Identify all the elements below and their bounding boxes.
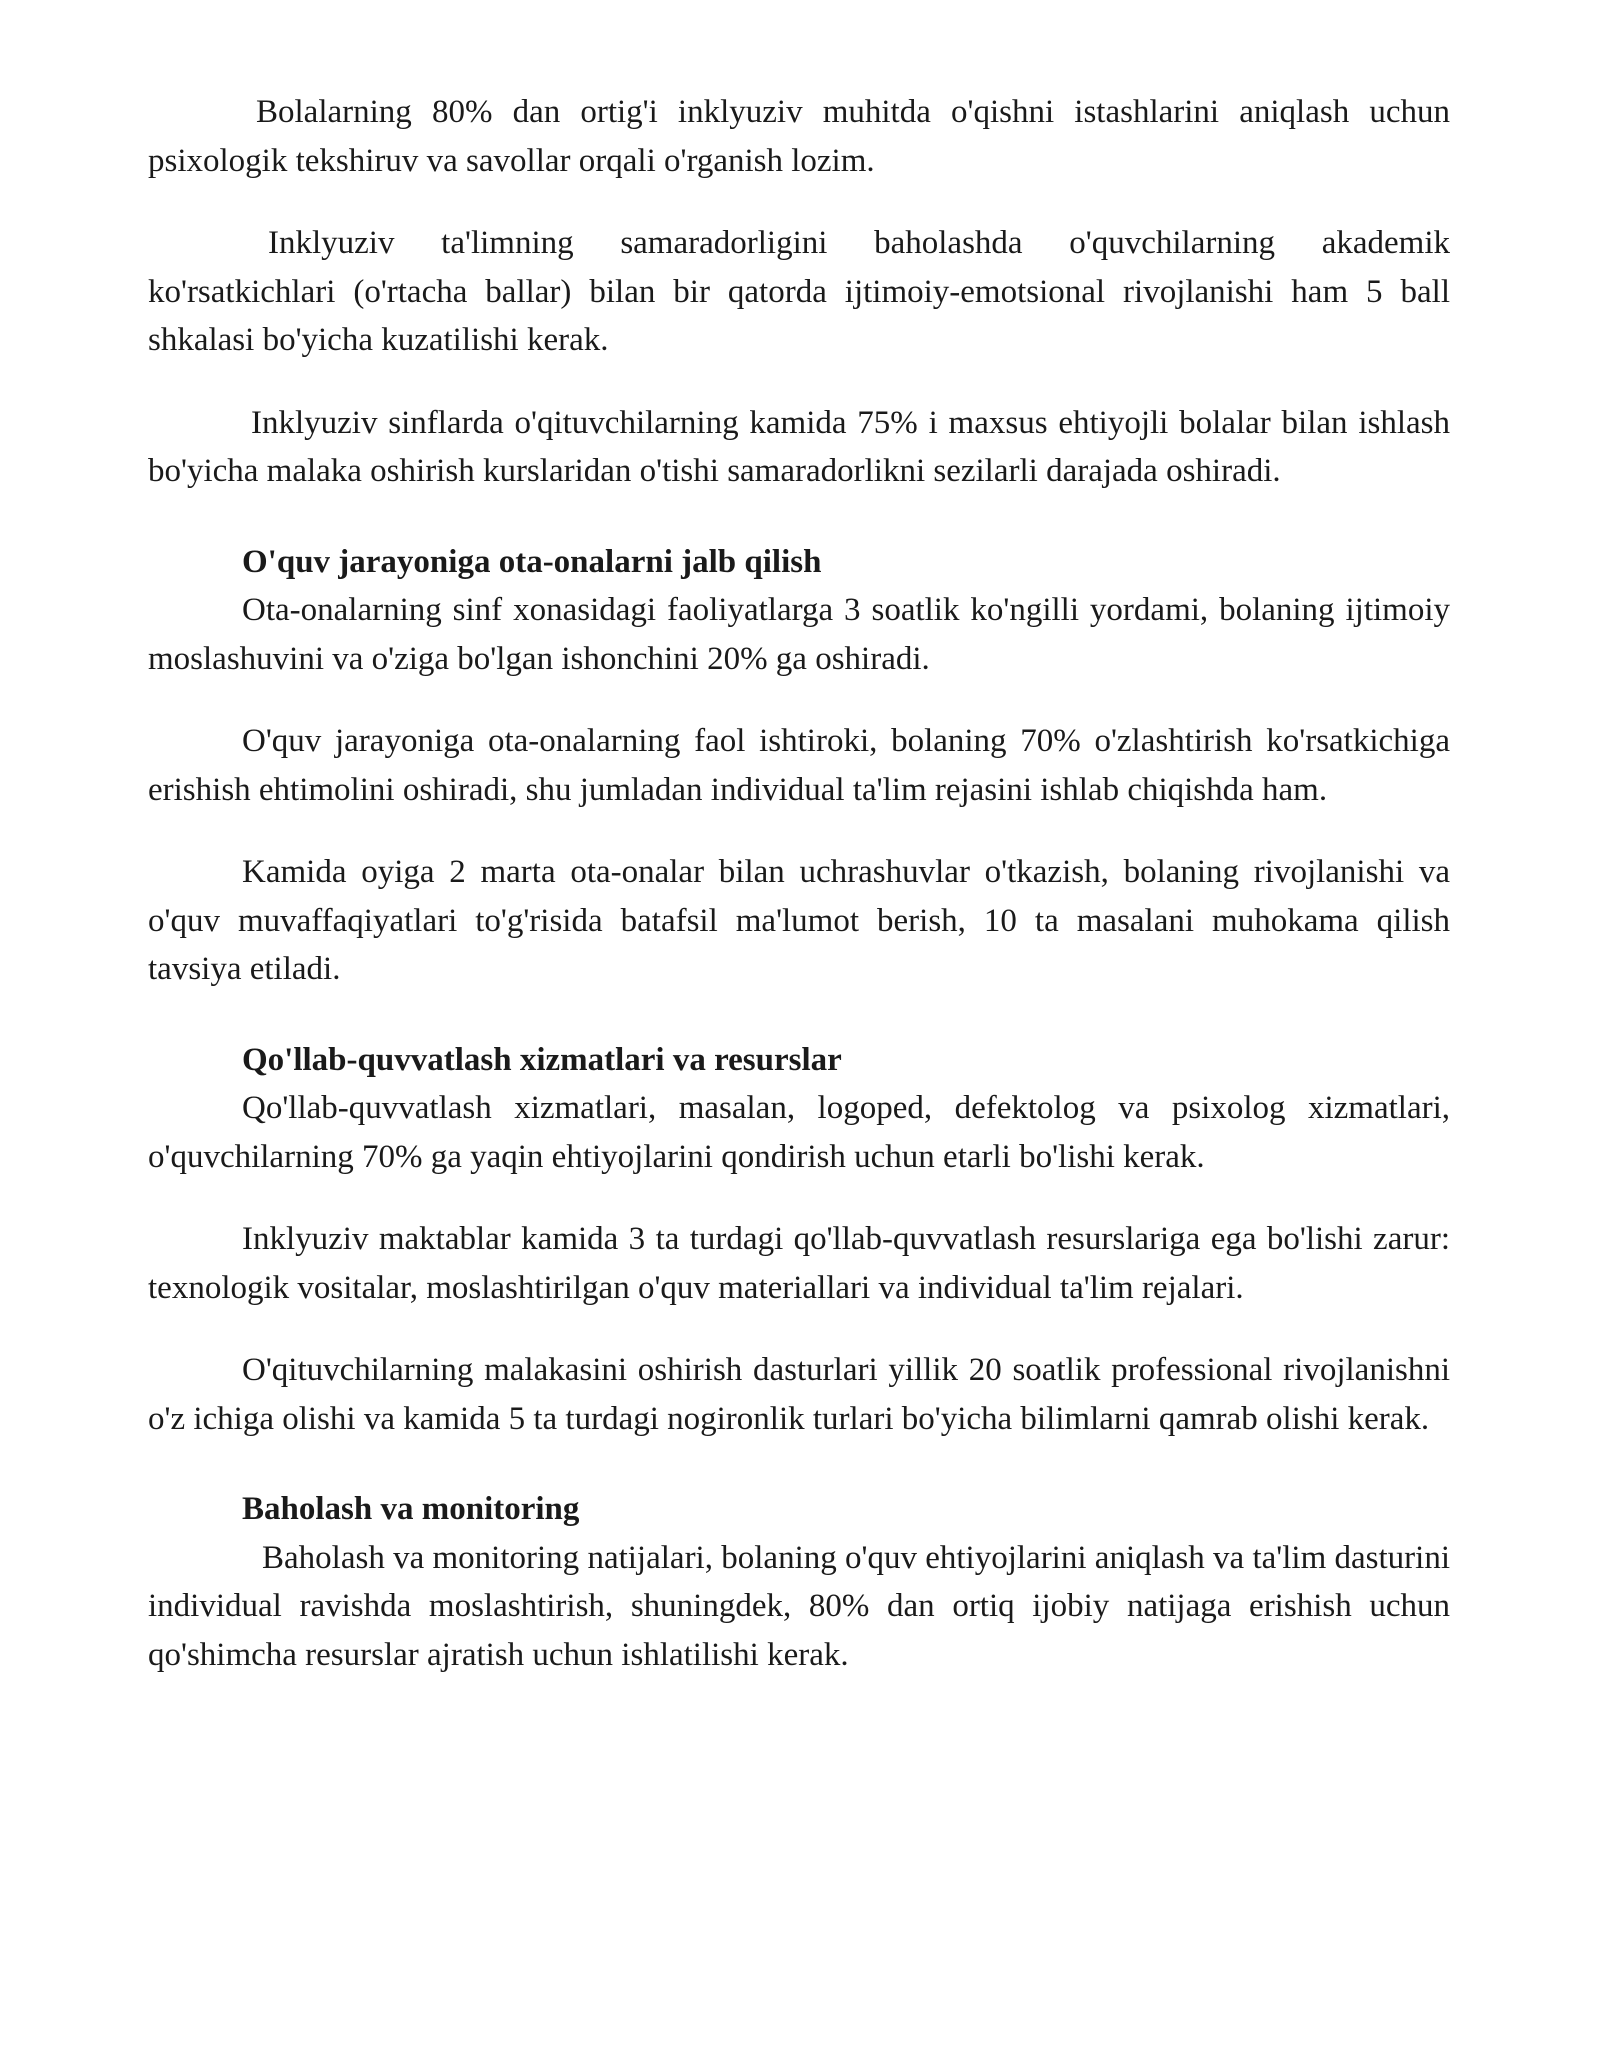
paragraph: O'qituvchilarning malakasini oshirish dasturlari yillik 20 soatlik professional rivojlanishni o'z ichiga olishi va kamida 5 ta turdagi nogironlik turlari bo'yicha bilimlarni qamrab olishi kerak. xyxy=(148,1352,1450,1437)
paragraph: Ota-onalarning sinf xonasidagi faoliyatlarga 3 soatlik ko'ngilli yordami, bolaning ijtimoiy moslashuvini va o'ziga bo'lgan ishonchini 20% ga oshiradi. xyxy=(148,592,1450,677)
paragraph: Qo'llab-quvvatlash xizmatlari, masalan, logoped, defektolog va psixolog xizmatlari, o'quvchilarning 70% ga yaqin ehtiyojlarini qondirish uchun etarli bo'lishi kerak. xyxy=(148,1090,1450,1175)
section-gap xyxy=(148,1443,1450,1485)
paragraph: Kamida oyiga 2 marta ota-onalar bilan uchrashuvlar o'tkazish, bolaning rivojlanishi va o'quv muvaffaqiyatlari to'g'risida batafsil ma'lumot berish, 10 ta masalani muhokama qilish tavsiya etiladi. xyxy=(148,854,1450,987)
section-heading: Qo'llab-quvvatlash xizmatlari va resurslar xyxy=(242,1041,842,1078)
paragraph-gap xyxy=(148,1312,1450,1346)
paragraph-gap xyxy=(148,1181,1450,1215)
paragraph-gap xyxy=(148,683,1450,717)
section-gap xyxy=(148,496,1450,538)
paragraph: O'quv jarayoniga ota-onalarning faol ishtiroki, bolaning 70% o'zlashtirish ko'rsatkichiga erishish ehtimolini oshiradi, shu jumladan individual ta'lim rejasini ishlab chiqishda ham. xyxy=(148,723,1450,808)
paragraph: Inklyuziv ta'limning samaradorligini baholashda o'quvchilarning akademik ko'rsatkichlari (o'rtacha ballar) bilan bir qatorda ijtimoiy-emotsional rivojlanishi ham 5 ball shkalasi bo'yicha kuzatilishi kerak. xyxy=(148,225,1450,358)
section-heading: O'quv jarayoniga ota-onalarni jalb qilish xyxy=(242,543,822,580)
paragraph: Inklyuziv maktablar kamida 3 ta turdagi qo'llab-quvvatlash resurslariga ega bo'lishi zarur: texnologik vositalar, moslashtirilgan o'quv materiallari va individual ta'lim rejalari. xyxy=(148,1221,1450,1306)
section-gap xyxy=(148,994,1450,1036)
document-page xyxy=(148,88,1450,1679)
paragraph-gap xyxy=(148,814,1450,848)
paragraph: Baholash va monitoring natijalari, bolaning o'quv ehtiyojlarini aniqlash va ta'lim dasturini individual ravishda moslashtirish, shuningdek, 80% dan ortiq ijobiy natijaga erishish uchun qo'shimcha resurslar ajratish uchun ishlatilishi kerak. xyxy=(148,1539,1450,1673)
paragraph-gap xyxy=(148,365,1450,399)
section-heading: Baholash va monitoring xyxy=(242,1491,580,1527)
paragraph-gap xyxy=(148,185,1450,219)
paragraph: Bolalarning 80% dan ortig'i inklyuziv muhitda o'qishni istashlarini aniqlash uchun psixologik tekshiruv va savollar orqali o'rganish lozim. xyxy=(148,94,1450,179)
paragraph: Inklyuziv sinflarda o'qituvchilarning kamida 75% i maxsus ehtiyojli bolalar bilan ishlash bo'yicha malaka oshirish kurslaridan o'tishi samaradorlikni sezilarli darajada oshiradi. xyxy=(148,404,1450,489)
